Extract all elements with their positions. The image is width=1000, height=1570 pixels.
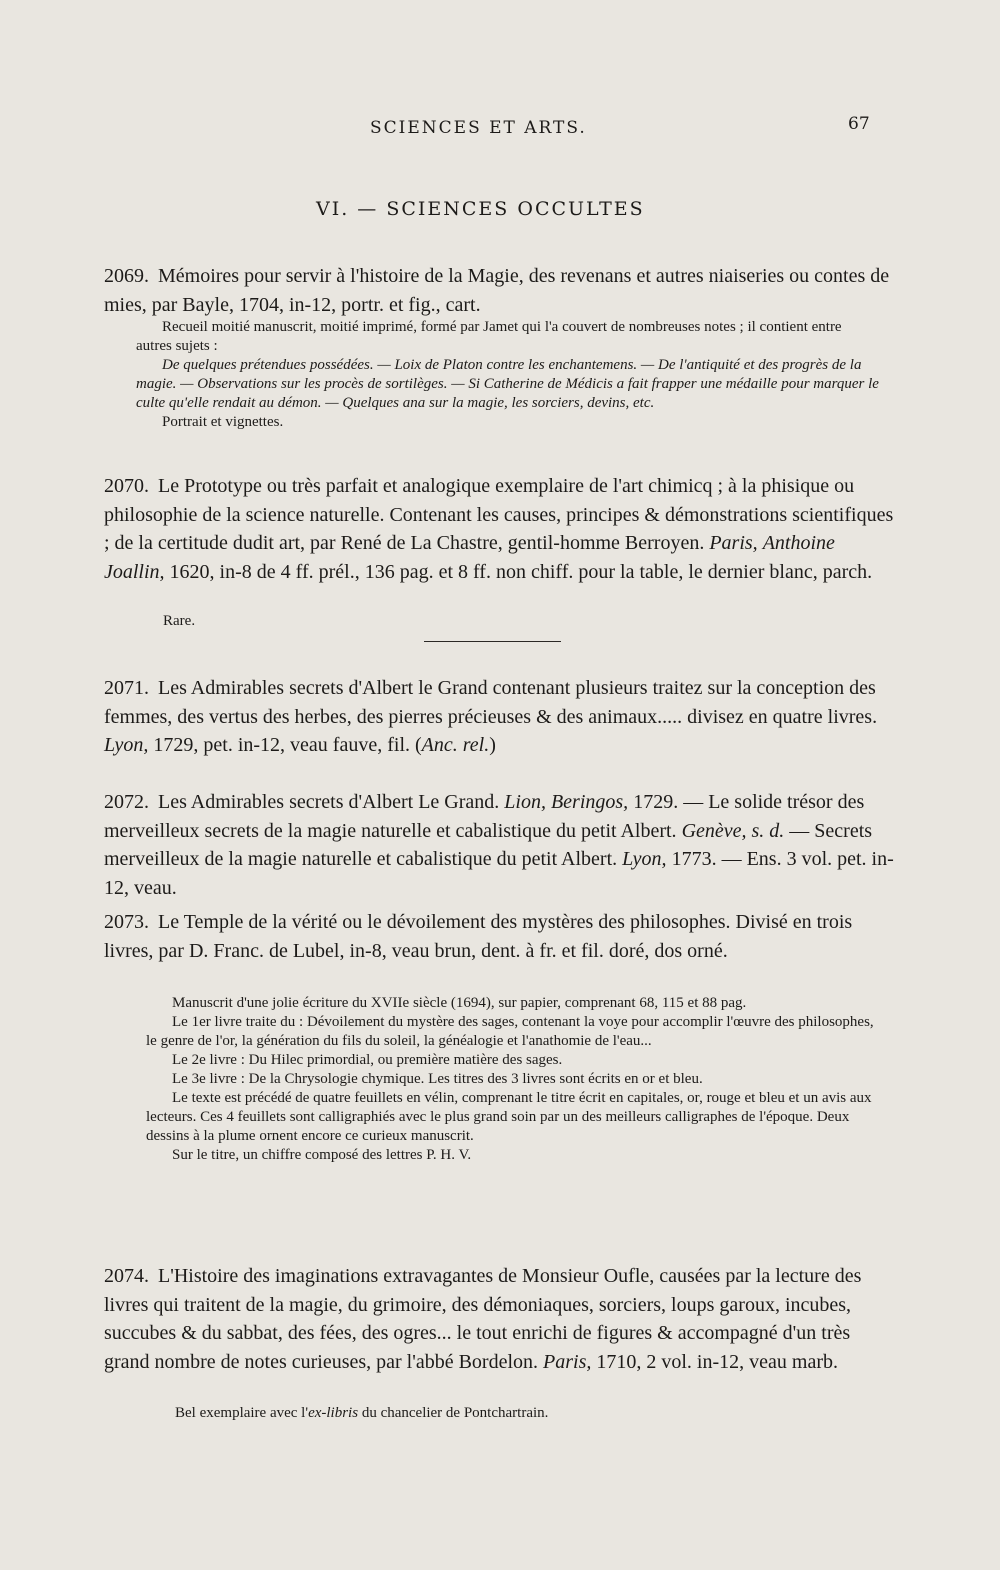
- note-text: Recueil moitié manuscrit, moitié imprimé, formé par Jamet qui l'a couvert de nombreuses notes ; il contient entre autres sujets :: [136, 319, 842, 354]
- entry-text: Les Admirables secrets d'Albert le Grand contenant plusieurs traitez sur la conception des femmes, des vertus des herbes, des pierres précieuses & des animaux..... divisez en quatre livres.: [104, 677, 878, 728]
- entry-binding: Anc. rel.: [421, 734, 490, 756]
- note-text: Sur le titre, un chiffre composé des lettres P. H. V.: [172, 1147, 472, 1163]
- note-text: Le texte est précédé de quatre feuillets en vélin, comprenant le titre écrit en capitales, or, rouge et bleu et un avis aux lecteurs. Ces 4 feuillets sont calligraphiés avec le plus grand soin par un des meilleurs calligraphes de l'époque. Deux dessins à la plume ornent encore ce curieux manuscrit.: [146, 1090, 872, 1144]
- entry-number: 2072.: [104, 791, 149, 813]
- entry-place: Genève, s. d.: [681, 819, 785, 842]
- entry-number: 2074.: [104, 1265, 149, 1287]
- note-text: Le 1er livre traite du : Dévoilement du mystère des sages, contenant la voye pour accomplir l'œuvre des philosophes, le genre de l'or, la génération du fils du soleil, la généalogie et l'anathomie de l'eau...: [146, 1014, 874, 1049]
- entry-2073-notes: [146, 994, 888, 1165]
- entry-text: L'Histoire des imaginations extravagantes de Monsieur Oufle, causées par la lecture des livres qui traitent de la magie, du grimoire, des démoniaques, sorciers, loups garoux, incubes, succubes & du sabbat, des fées, des ogres... le tout enrichi de figures & accompagné d'un très grand nombre de notes curieuses, par l'abbé Bordelon.: [104, 1265, 862, 1373]
- entry-place: Lyon,: [104, 734, 149, 756]
- entry-number: 2073.: [104, 911, 149, 933]
- entry-place: Paris,: [543, 1350, 592, 1373]
- entry-2070: [104, 472, 894, 586]
- entry-2069-notes: [136, 318, 881, 432]
- entry-place: Lion, Beringos,: [504, 791, 629, 813]
- entry-number: 2071.: [104, 677, 149, 699]
- entry-text: 1620, in-8 de 4 ff. prél., 136 pag. et 8 ff. non chiff. pour la table, le dernier blanc, parch.: [169, 560, 873, 583]
- note-text: Bel exemplaire avec l': [175, 1405, 309, 1421]
- note-text: Le 2e livre : Du Hilec primordial, ou première matière des sages.: [172, 1052, 563, 1068]
- entry-text: ): [489, 734, 496, 756]
- note-text: du chancelier de Pontchartrain.: [358, 1405, 549, 1421]
- entry-place: Paris,: [709, 532, 758, 554]
- note-ex-libris: ex-libris: [308, 1405, 359, 1421]
- entry-2074: [104, 1262, 894, 1376]
- entry-text: 1710, 2 vol. in-12, veau marb.: [596, 1350, 838, 1373]
- entry-2073: [104, 908, 894, 965]
- entry-text: Mémoires pour servir à l'histoire de la Magie, des revenans et autres niaiseries ou contes de mies, par Bayle, 1704, in-12, portr. et fig., cart.: [104, 265, 890, 316]
- note-text: Portrait et vignettes.: [162, 414, 284, 430]
- page-number: 67: [848, 114, 870, 134]
- entry-number: 2069.: [104, 265, 149, 287]
- entry-text: — Secrets merveilleux de la magie naturelle et cabalistique du petit Albert.: [104, 819, 873, 870]
- entry-number: 2070.: [104, 475, 149, 497]
- note-text: Le 3e livre : De la Chrysologie chymique. Les titres des 3 livres sont écrits en or et bleu.: [172, 1071, 703, 1087]
- section-title: VI. — SCIENCES OCCULTES: [316, 198, 645, 220]
- entry-text: 1729. — Le solide trésor des merveilleux secrets de la magie naturelle et cabalistique du petit Albert.: [104, 791, 865, 842]
- entry-text: Le Prototype ou très parfait et analogique exemplaire de l'art chimicq ; à la phisique ou philosophie de la science naturelle. Contenant les causes, principes & démonstrations scientifiques ; de la certitude dudit art, par René de La Chastre, gentil-homme Berroyen.: [104, 475, 894, 554]
- entry-2070-note: Rare.: [163, 613, 196, 629]
- entry-text: Le Temple de la vérité ou le dévoilement des mystères des philosophes. Divisé en trois livres, par D. Franc. de Lubel, in-8, veau brun, dent. à fr. et fil. doré, dos orné.: [104, 911, 853, 962]
- note-text: Manuscrit d'une jolie écriture du XVIIe siècle (1694), sur papier, comprenant 68, 115 et 88 pag.: [172, 995, 747, 1011]
- entry-text: 1773. — Ens. 3 vol. pet. in-12, veau.: [104, 848, 894, 899]
- entry-2072: [104, 788, 894, 902]
- note-text: De quelques prétendues possédées. — Loix de Platon contre les enchantemens. — De l'antiquité et des progrès de la magie. — Observations sur les procès de sortilèges. — Si Catherine de Médicis a fait frapper une médaille pour marquer le culte qu'elle rendait au démon. — Quelques ana sur la magie, les sorciers, devins, etc.: [136, 357, 879, 411]
- entry-2069: [104, 262, 894, 319]
- entry-2071: [104, 674, 894, 760]
- entry-2074-note: [175, 1404, 548, 1423]
- entry-place: Lyon,: [622, 848, 667, 870]
- entry-text: Les Admirables secrets d'Albert Le Grand.: [158, 791, 500, 813]
- entry-text: 1729, pet. in-12, veau fauve, fil. (: [153, 734, 422, 756]
- entry-publisher: Anthoine Joallin,: [104, 532, 835, 583]
- running-title: SCIENCES ET ARTS.: [370, 118, 587, 138]
- section-divider: [424, 641, 561, 642]
